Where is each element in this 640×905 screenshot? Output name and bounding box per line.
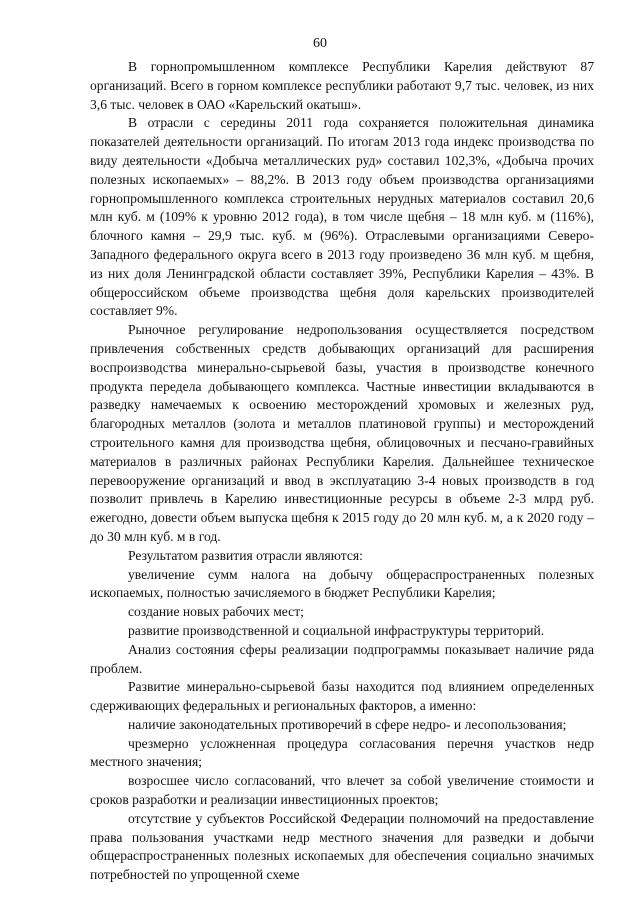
list-item-lack-of-powers: отсутствие у субъектов Российской Федерации полномочий на предоставление права пользования участками недр местного значения для разведки и добычи общераспространенных полезных ископаемых для обеспечения социально значимых потребностей по упрощенной схеме — [90, 810, 594, 883]
list-item-new-jobs: создание новых рабочих мест; — [128, 604, 304, 620]
page-number: 60 — [313, 36, 327, 51]
paragraph-problems-intro: Анализ состояния сферы реализации подпрограммы показывает наличие ряда проблем. — [90, 641, 594, 676]
paragraph-results-intro: Результатом развития отрасли являются: — [128, 547, 363, 563]
paragraph-factors-intro: Развитие минерально-сырьевой базы находится под влиянием определенных сдерживающих федеральных и региональных факторов, а именно: — [90, 679, 594, 714]
list-item-tax-increase: увеличение сумм налога на добычу общераспространенных полезных ископаемых, полностью зачисляемого в бюджет Республики Карелия; — [90, 566, 594, 601]
paragraph-market-regulation: Рыночное регулирование недропользования осуществляется посредством привлечения собственных средств добывающих организаций для расширения воспроизводства минерально-сырьевой базы, участия в производстве конечного продукта передела добывающего комплекса. Частные инвестиции вкладываются в разведку намечаемых к освоению месторождений хромовых и железных руд, благородных металлов (золота и металлов платиновой группы) и месторождений строительного камня для производства щебня, облицовочных и песчано-гравийных материалов в различных районах Республики Карелия. Дальнейшее техническое перевооружение организаций и ввод в эксплуатацию 3-4 новых производств в год позволит привлечь в Карелию инвестиционные ресурсы в объеме 2-3 млрд руб. ежегодно, довести объем выпуска щебня к 2015 году до 20 млн куб. м, а к 2020 году – до 30 млн куб. м в год. — [90, 322, 594, 544]
list-item-complex-procedure: чрезмерно усложненная процедура согласования перечня участков недр местного значения; — [90, 735, 594, 770]
paragraph-industry-dynamics: В отрасли с середины 2011 года сохраняется положительная динамика показателей деятельности организаций. По итогам 2013 года индекс производства по виду деятельности «Добыча металлических руд» составил 102,3%, «Добыча прочих полезных ископаемых» – 88,2%. В 2013 году объем производства организациями горнопромышленного комплекса строительных нерудных материалов составил 20,6 млн куб. м (109% к уровню 2012 года), в том числе щебня – 18 млн куб. м (116%), блочного камня – 29,9 тыс. куб. м (96%). Отраслевыми организациями Северо-Западного федерального округа всего в 2013 году произведено 36 млн куб. м щебня, из них доля Ленинградской области составляет 39%, Республики Карелия – 43%. В общероссийском объеме производства щебня доля карельских производителей составляет 9%. — [90, 115, 594, 319]
list-item-more-approvals: возросшее число согласований, что влечет за собой увеличение стоимости и сроков разработки и реализации инвестиционных проектов; — [90, 773, 594, 808]
list-item-legal-contradictions: наличие законодательных противоречий в сфере недро- и лесопользования; — [128, 716, 567, 732]
list-item-infrastructure: развитие производственной и социальной инфраструктуры территорий. — [128, 622, 545, 638]
document-body — [90, 58, 594, 885]
paragraph-mining-complex-overview: В горнопромышленном комплексе Республики Карелия действуют 87 организаций. Всего в горном комплексе республики работают 9,7 тыс. человек, из них 3,6 тыс. человек в ОАО «Карельский окатыш». — [90, 59, 594, 112]
